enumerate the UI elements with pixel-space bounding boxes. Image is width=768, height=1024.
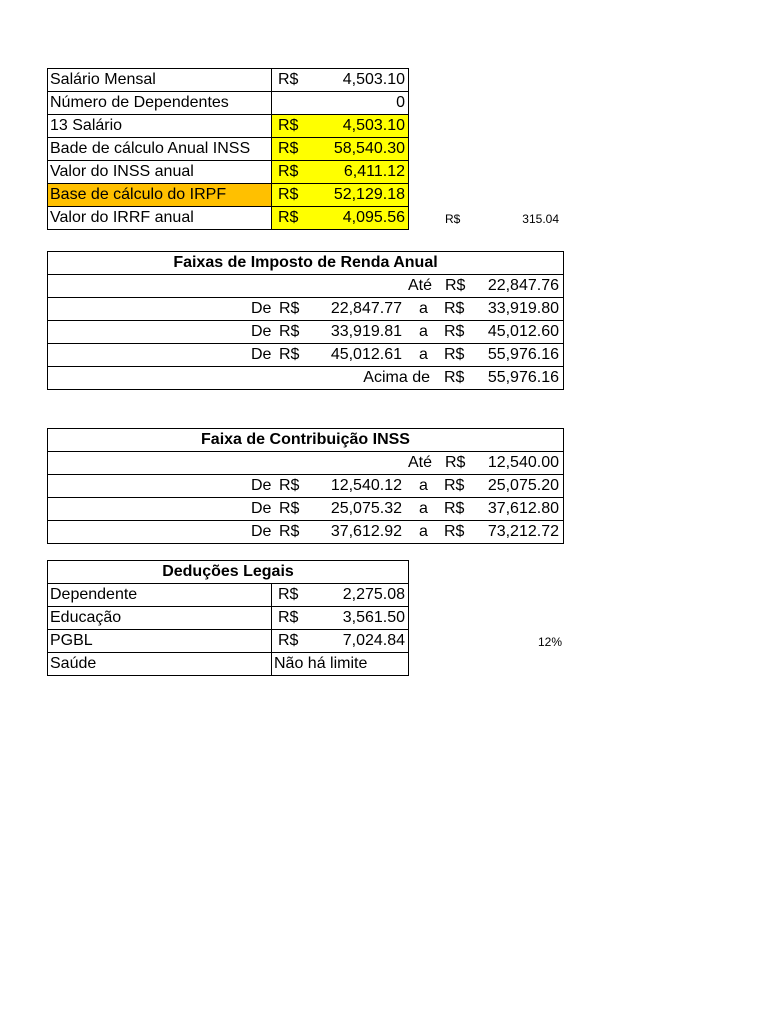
summary-label-cell[interactable] [47,137,272,160]
deductions-table [47,560,409,676]
range-label: De [251,300,272,317]
deduction-label-cell[interactable] [47,629,272,652]
currency-symbol: R$ [278,632,299,649]
deduction-value-cell[interactable] [272,652,409,676]
summary-value: 52,129.18 [333,186,405,203]
range-value: 22,847.76 [487,277,559,294]
summary-label: Salário Mensal [50,71,156,88]
currency-symbol: R$ [279,500,300,517]
summary-value: 4,095.56 [342,209,405,226]
currency-symbol: R$ [444,477,465,494]
range-label: Até [407,454,432,471]
range-separator: a [419,523,428,540]
deduction-label: PGBL [50,632,93,649]
range-label: De [251,500,272,517]
summary-label: 13 Salário [50,117,123,134]
deduction-note: Não há limite [274,655,368,672]
currency-symbol: R$ [444,323,465,340]
currency-symbol: R$ [445,277,466,294]
summary-value-cell[interactable] [272,68,409,91]
table-row [47,91,409,114]
summary-table [47,68,409,230]
table-row [47,629,409,652]
range-label: De [251,523,272,540]
range-label: De [251,346,272,363]
range-separator: a [419,300,428,317]
deduction-label-cell[interactable] [47,583,272,606]
deduction-label: Saúde [50,655,97,672]
range-from: 45,012.61 [330,346,402,363]
range-to: 37,612.80 [487,500,559,517]
deduction-value-cell[interactable] [272,606,409,629]
pgbl-percent-value: 12% [537,635,562,649]
summary-label: Bade de cálculo Anual INSS [50,140,251,157]
range-label: Acima de [363,369,430,386]
currency-symbol: R$ [278,117,299,134]
currency-symbol: R$ [444,346,465,363]
range-separator: a [419,323,428,340]
table-row[interactable] [47,520,564,544]
deductions-table-title[interactable] [47,560,409,583]
summary-label-cell[interactable] [47,206,272,230]
deduction-label: Dependente [50,586,138,603]
currency-symbol: R$ [279,523,300,540]
currency-symbol: R$ [445,212,461,226]
summary-value-cell[interactable] [272,183,409,206]
table-row[interactable] [47,320,564,343]
deduction-value: 2,275.08 [342,586,405,603]
summary-label-cell[interactable] [47,68,272,91]
pgbl-percent-note[interactable] [440,631,562,653]
inss-brackets-table [47,428,564,544]
table-row [47,114,409,137]
currency-symbol: R$ [278,209,299,226]
table-row [47,583,409,606]
deductions-title-text: Deduções Legais [162,563,294,580]
currency-symbol: R$ [278,140,299,157]
range-label: Até [407,277,432,294]
table-row[interactable] [47,274,564,297]
summary-value-cell[interactable] [272,160,409,183]
range-separator: a [419,477,428,494]
deduction-label: Educação [50,609,122,626]
range-label: De [251,477,272,494]
range-from: 37,612.92 [330,523,402,540]
table-row[interactable] [47,297,564,320]
table-row [47,68,409,91]
summary-value: 58,540.30 [333,140,405,157]
deduction-label-cell[interactable] [47,652,272,676]
inss-table-title[interactable] [47,428,564,451]
range-label: De [251,323,272,340]
range-to: 45,012.60 [487,323,559,340]
table-row[interactable] [47,366,564,390]
summary-value-cell[interactable] [272,91,409,114]
summary-label: Valor do INSS anual [50,163,194,180]
currency-symbol: R$ [444,300,465,317]
side-note-value: 315.04 [522,212,559,226]
currency-symbol: R$ [278,163,299,180]
currency-symbol: R$ [279,300,300,317]
range-to: 33,919.80 [487,300,559,317]
summary-label: Valor do IRRF anual [50,209,194,226]
range-value: 55,976.16 [487,369,559,386]
table-row [47,206,409,229]
currency-symbol: R$ [278,609,299,626]
currency-symbol: R$ [444,523,465,540]
side-note-irrf[interactable] [440,208,562,230]
range-separator: a [419,500,428,517]
summary-value: 6,411.12 [343,163,405,180]
currency-symbol: R$ [278,186,299,203]
table-row [47,652,409,675]
table-row [47,160,409,183]
range-from: 12,540.12 [330,477,402,494]
currency-symbol: R$ [278,71,299,88]
range-to: 25,075.20 [487,477,559,494]
range-from: 22,847.77 [330,300,402,317]
table-row[interactable] [47,451,564,474]
summary-value-cell[interactable] [272,137,409,160]
currency-symbol: R$ [444,369,465,386]
irpf-table-title-text: Faixas de Imposto de Renda Anual [173,254,438,271]
summary-value: 4,503.10 [342,117,405,134]
summary-value-cell[interactable] [272,206,409,230]
summary-label: Base de cálculo do IRPF [50,186,227,203]
summary-value: 0 [396,94,405,111]
table-row [47,137,409,160]
range-to: 73,212.72 [487,523,559,540]
inss-table-title-text: Faixa de Contribuição INSS [201,431,410,448]
table-row[interactable] [47,497,564,520]
range-from: 33,919.81 [330,323,402,340]
table-row [47,183,409,206]
summary-label: Número de Dependentes [50,94,229,111]
deduction-value: 7,024.84 [342,632,405,649]
table-row[interactable] [47,343,564,366]
range-from: 25,075.32 [330,500,402,517]
deduction-value-cell[interactable] [272,583,409,606]
currency-symbol: R$ [445,454,466,471]
irpf-table-title[interactable] [47,251,564,274]
summary-label-cell[interactable] [47,114,272,137]
deduction-label-cell[interactable] [47,606,272,629]
summary-value: 4,503.10 [342,71,405,88]
currency-symbol: R$ [279,323,300,340]
summary-label-cell[interactable] [47,160,272,183]
currency-symbol: R$ [279,477,300,494]
deduction-value: 3,561.50 [342,609,405,626]
summary-label-cell[interactable] [47,183,272,206]
summary-value-cell[interactable] [272,114,409,137]
range-to: 55,976.16 [487,346,559,363]
range-value: 12,540.00 [487,454,559,471]
deduction-value-cell[interactable] [272,629,409,652]
range-separator: a [419,346,428,363]
summary-label-cell[interactable] [47,91,272,114]
currency-symbol: R$ [279,346,300,363]
currency-symbol: R$ [444,500,465,517]
irpf-brackets-table [47,251,564,388]
table-row[interactable] [47,474,564,497]
currency-symbol: R$ [278,586,299,603]
table-row [47,606,409,629]
